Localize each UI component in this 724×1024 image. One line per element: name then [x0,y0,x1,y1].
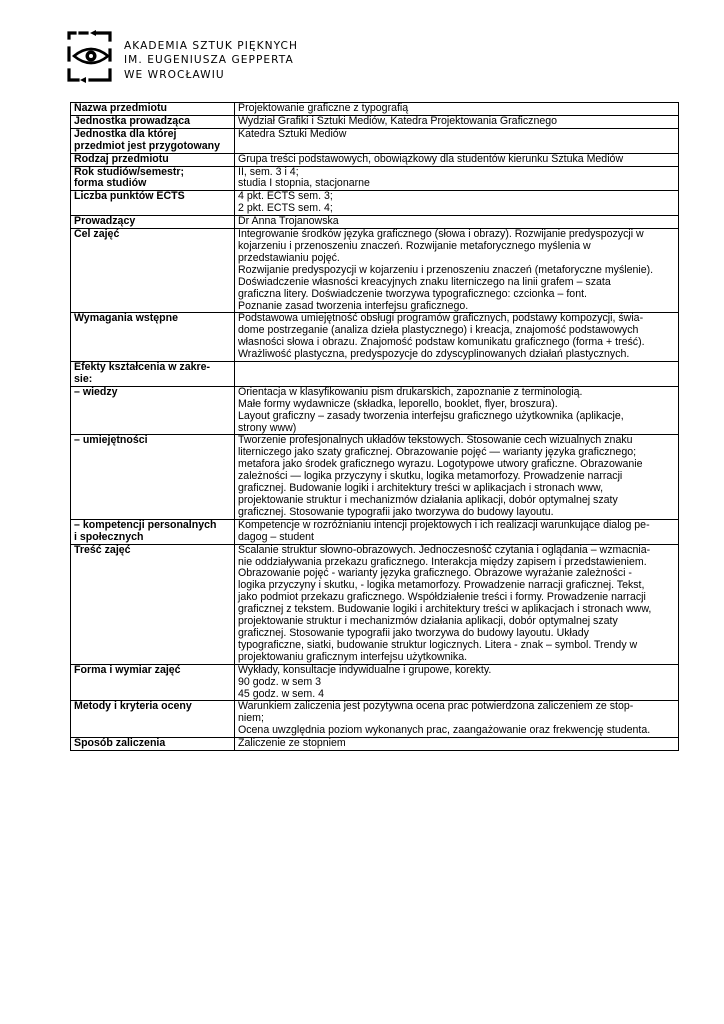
row-value: Podstawowa umiejętność obsługi programów graficznych, podstawy kompozycji, świa- dome postrzeganie (analiza dzieła plastycznego) i kreacja, znajomość podstawowych własności słowa i obrazu. Znajomość podstaw komunikatu graficznego (forma + treść). Wrażliwość plastyczna, predyspozycje do zdyscyplinowanych działań plastycznych. [235,313,679,362]
table-row [71,166,679,191]
table-row [71,229,679,313]
row-value: Wydział Grafiki i Sztuki Mediów, Katedra Projektowania Graficznego [235,115,679,128]
row-value: II, sem. 3 i 4; studia I stopnia, stacjonarne [235,166,679,191]
row-label: Prowadzący [71,216,235,229]
table-row [71,103,679,116]
academy-eye-emblem-icon [66,30,116,84]
row-value: Integrowanie środków języka graficznego (słowa i obrazy). Rozwijanie predyspozycji w kojarzeniu i przenoszeniu znaczeń. Rozwijanie metaforycznego myślenia w przedstawianiu pojęć. Rozwijanie predyspozycji w kojarzeniu i przenoszeniu znaczeń (metaforyczne myślenie). Doświadczenie własności kreacyjnych znaku literniczego na linii grafem – szata graficzna litery. Doświadczenie tworzywa typograficznego: czcionka – font. Poznanie zasad tworzenia interfejsu graficznego. [235,229,679,313]
table-row [71,362,679,387]
institution-line-3: WE WROCŁAWIU [124,68,225,81]
institution-line-2: IM. EUGENIUSZA GEPPERTA [124,54,294,67]
row-value [235,362,679,387]
row-value: 4 pkt. ECTS sem. 3; 2 pkt. ECTS sem. 4; [235,191,679,216]
row-label: Efekty kształcenia w zakre- sie: [71,362,235,387]
row-label: Liczba punktów ECTS [71,191,235,216]
row-label: Rok studiów/semestr; forma studiów [71,166,235,191]
row-label: Cel zajęć [71,229,235,313]
table-row [71,701,679,738]
syllabus-table [70,102,679,751]
row-label: Rodzaj przedmiotu [71,153,235,166]
table-row [71,153,679,166]
row-label: Metody i kryteria oceny [71,701,235,738]
row-label: Jednostka dla której przedmiot jest przygotowany [71,128,235,153]
row-label: Forma i wymiar zajęć [71,664,235,701]
row-label: Treść zajęć [71,544,235,664]
table-row [71,115,679,128]
row-value: Dr Anna Trojanowska [235,216,679,229]
row-value: Wykłady, konsultacje indywidualne i grupowe, korekty. 90 godz. w sem 3 45 godz. w sem. 4 [235,664,679,701]
table-row [71,435,679,519]
row-label: Sposób zaliczenia [71,738,235,751]
row-value: Katedra Sztuki Mediów [235,128,679,153]
row-value: Tworzenie profesjonalnych układów tekstowych. Stosowanie cech wizualnych znaku literniczego jako szaty graficznej. Obrazowanie pojęć — warianty języka graficznego; metafora jako środek graficznego wyrazu. Logotypowe utwory graficzne. Obrazowanie zależności — logika przyczyny i skutku, logika metamorfozy. Prowadzenie narracji graficznej. Budowanie logiki i architektury treści w aplikacjach i stronach www, projektowanie struktur i mechanizmów działania aplikacji, dobór optymalnej szaty graficznej. Stosowanie typografii jako tworzywa do budowy layoutu. [235,435,679,519]
institution-line-1: AKADEMIA SZTUK PIĘKNYCH [124,40,298,52]
document-header [66,30,466,86]
table-row [71,738,679,751]
row-value: Projektowanie graficzne z typografią [235,103,679,116]
row-value: Warunkiem zaliczenia jest pozytywna ocena prac potwierdzona zaliczeniem ze stop- niem; Ocena uwzględnia poziom wykonanych prac, zaangażowanie oraz frekwencję studenta. [235,701,679,738]
row-label: Jednostka prowadząca [71,115,235,128]
table-row [71,386,679,435]
table-row [71,128,679,153]
row-label: Wymagania wstępne [71,313,235,362]
row-label: Nazwa przedmiotu [71,103,235,116]
row-value: Scalanie struktur słowno-obrazowych. Jednoczesność czytania i oglądania – wzmacnia- nie oddziaływania przekazu graficznego. Interakcja między zapisem i przedstawieniem. Obrazowanie pojęć - warianty języka graficznego. Obrazowe wyrażanie zależności - logika przyczyny i skutku, - logika metamorfozy. Prowadzenie narracji graficznej. Tekst, jako podmiot przekazu graficznego. Współdziałenie treści i formy. Prowadzenie narracji graficznej z tekstem. Budowanie logiki i architektury treści w aplikacjach i stronach www, projektowanie struktur i mechanizmów działania aplikacji, dobór optymalnej szaty graficznej. Stosowanie typografii jako tworzywa do budowy layoutu. Układy typograficzne, siatki, budowanie struktur logicznych. Litera - znak – symbol. Trendy w projektowaniu graficznym interfejsu użytkownika. [235,544,679,664]
row-value: Orientacja w klasyfikowaniu pism drukarskich, zapoznanie z terminologią. Małe formy wydawnicze (składka, leporello, booklet, flyer, broszura). Layout graficzny – zasady tworzenia interfejsu graficznego użytkownika (aplikacje, strony www) [235,386,679,435]
row-value: Grupa treści podstawowych, obowiązkowy dla studentów kierunku Sztuka Mediów [235,153,679,166]
table-row [71,313,679,362]
row-value: Zaliczenie ze stopniem [235,738,679,751]
row-label: – umiejętności [71,435,235,519]
table-row [71,519,679,544]
row-value: Kompetencje w rozróżnianiu intencji projektowych i ich realizacji warunkujące dialog pe- dagog – student [235,519,679,544]
row-label: – wiedzy [71,386,235,435]
row-label: – kompetencji personalnych i społecznych [71,519,235,544]
institution-name [124,39,298,82]
table-row [71,544,679,664]
table-row [71,216,679,229]
table-row [71,191,679,216]
table-row [71,664,679,701]
